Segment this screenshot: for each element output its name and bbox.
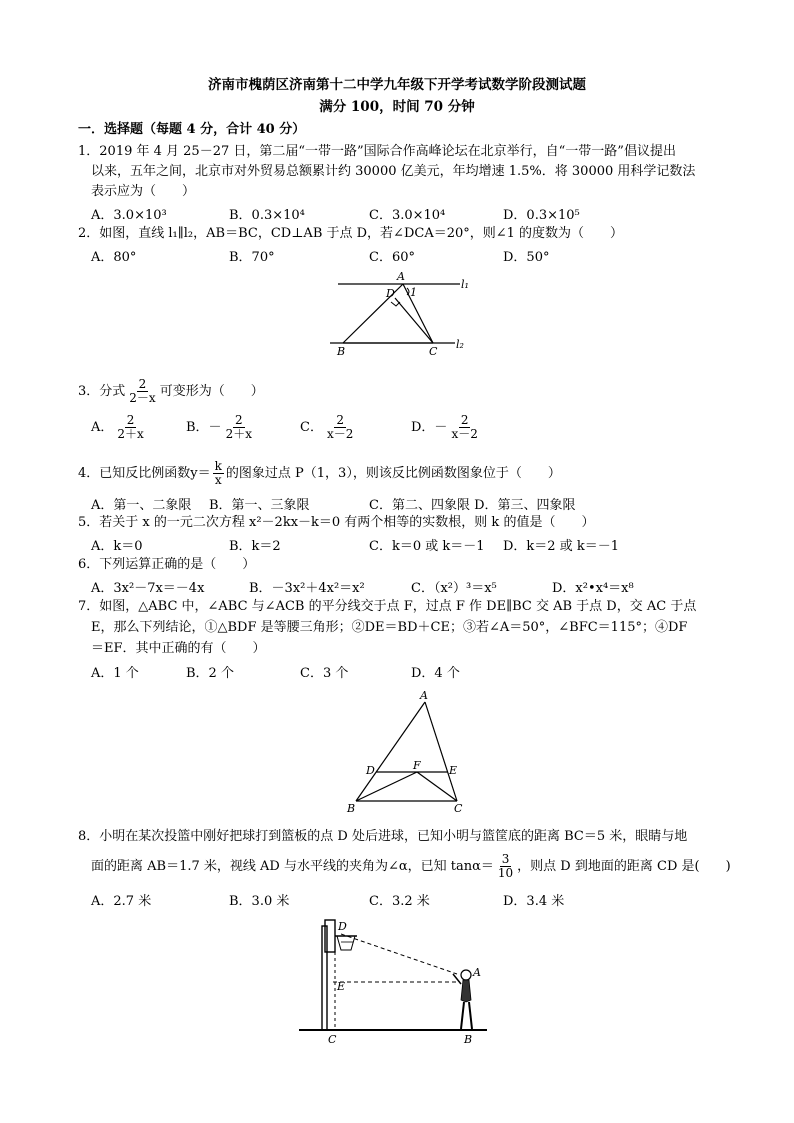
q6-line1: 6．下列运算正确的是（ ）	[78, 557, 256, 572]
q7-line3: ＝EF．其中正确的有（ ）	[91, 641, 266, 656]
q7-option-a: A．1 个	[91, 666, 139, 681]
q2-label-d: D	[386, 287, 395, 300]
page-subtitle: 满分 100，时间 70 分钟	[319, 99, 475, 115]
q6-option-c: C．（x²）³＝x⁵	[411, 581, 497, 596]
q2-figure	[325, 270, 485, 360]
q3-option-c: C． $\frac{2}{x-2}$	[300, 413, 354, 441]
q1-option-d: D．0.3×10⁵	[503, 208, 580, 223]
q2-option-b: B．70°	[229, 250, 275, 265]
q1-line1: 1．2019 年 4 月 25－27 日，第二届“一带一路”国际合作高峰论坛在北京举行，自“一带一路”倡议提出	[78, 144, 676, 159]
q8-label-c: C	[328, 1033, 337, 1046]
q2-label-l1: l₁	[461, 278, 469, 291]
q8-line1: 8．小明在某次投篮中刚好把球打到篮板的点 D 处后进球，已知小明与篮筐底的距离 BC＝5 米，眼睛与地	[78, 829, 688, 844]
q1-line2: 以来，五年之间，北京市对外贸易总额累计约 30000 亿美元，年均增速 1.5%．将 30000 用科学记数法	[91, 164, 696, 179]
q1-line3: 表示应为（ ）	[91, 184, 196, 199]
q8-denominator: 10	[497, 866, 514, 880]
q3-denominator: 2－x	[129, 391, 156, 405]
q3-option-d: D．－ $\frac{2}{x-2}$	[411, 413, 478, 441]
q3-option-b: B．－ $\frac{2}{2+x}$	[186, 413, 252, 441]
q8-numerator: 3	[501, 852, 510, 866]
q5-option-c: C．k＝0 或 k＝－1	[369, 539, 485, 554]
q7-label-c: C	[454, 802, 463, 815]
q7-label-d: D	[366, 764, 375, 777]
section-heading: 一．选择题（每题 4 分，合计 40 分）	[78, 122, 306, 137]
q8-option-b: B．3.0 米	[229, 894, 290, 909]
q8-label-b: B	[464, 1033, 473, 1046]
q2-label-c: C	[429, 345, 438, 358]
q4-numerator: k	[214, 459, 222, 473]
q8-line2	[91, 853, 731, 880]
q4-prefix: 4．已知反比例函数y＝	[78, 466, 211, 481]
q4-fraction	[213, 460, 224, 487]
q3-fraction	[127, 378, 157, 405]
q7-line1: 7．如图，△ABC 中，∠ABC 与∠ACB 的平分线交于点 F，过点 F 作 DE∥BC 交 AB 于点 D，交 AC 于点	[78, 599, 697, 614]
q7-label-a: A	[420, 689, 428, 702]
q4-denominator: x	[214, 473, 222, 487]
q8-label-e: E	[337, 980, 346, 993]
q7-option-b: B．2 个	[186, 666, 234, 681]
q5-option-b: B．k＝2	[229, 539, 281, 554]
q3-line1	[78, 378, 264, 405]
q8-label-d: D	[338, 920, 347, 933]
q3-prefix: 3．分式	[78, 384, 126, 399]
q7-line2: E，那么下列结论，①△BDF 是等腰三角形；②DE＝BD＋CE；③若∠A＝50°，∠BFC＝115°；④DF	[91, 620, 688, 635]
q6-option-d: D．x²•x⁴＝x⁸	[552, 581, 634, 596]
q7-option-c: C．3 个	[300, 666, 349, 681]
q2-line1: 2．如图，直线 l₁∥l₂，AB＝BC，CD⊥AB 于点 D，若∠DCA＝20°，则∠1 的度数为（ ）	[78, 226, 624, 241]
q2-label-l2: l₂	[456, 338, 464, 351]
q8-option-c: C．3.2 米	[369, 894, 430, 909]
q5-option-d: D．k＝2 或 k＝－1	[503, 539, 619, 554]
q2-label-b: B	[337, 345, 346, 358]
q8-suffix: ，则点 D 到地面的距离 CD 是( )	[517, 859, 731, 874]
q3-suffix: 可变形为（ ）	[159, 384, 264, 399]
q7-label-e: E	[449, 764, 458, 777]
q2-option-d: D．50°	[503, 250, 550, 265]
q5-option-a: A．k＝0	[91, 539, 143, 554]
q4-option-a: A．第一、二象限	[91, 498, 192, 513]
q2-option-c: C．60°	[369, 250, 415, 265]
q4-line1	[78, 460, 561, 487]
q2-label-1: 1	[410, 286, 417, 299]
q5-line1: 5．若关于 x 的一元二次方程 x²－2kx－k＝0 有两个相等的实数根，则 k 的值是（ ）	[78, 515, 595, 530]
q3-option-a: A． $\frac{2}{2+x}$	[91, 413, 144, 441]
q8-label-a: A	[473, 966, 481, 979]
q6-option-b: B．－3x²＋4x²＝x²	[249, 581, 365, 596]
q7-figure	[340, 688, 470, 816]
q7-label-f: F	[413, 759, 421, 772]
q2-label-a: A	[397, 270, 405, 283]
q4-suffix: 的图象过点 P（1，3），则该反比例函数图象位于（ ）	[225, 466, 561, 481]
page-title: 济南市槐荫区济南第十二中学九年级下开学考试数学阶段测试题	[208, 77, 586, 93]
q1-option-a: A．3.0×10³	[91, 208, 167, 223]
q8-option-a: A．2.7 米	[91, 894, 152, 909]
q4-option-b: B．第一、三象限	[209, 498, 310, 513]
q7-label-b: B	[347, 802, 356, 815]
q8-prefix: 面的距离 AB＝1.7 米，视线 AD 与水平线的夹角为∠α，已知 tanα＝	[91, 859, 494, 874]
q2-option-a: A．80°	[91, 250, 137, 265]
q4-option-cd: C．第二、四象限 D．第三、四象限	[369, 498, 576, 513]
q1-option-c: C．3.0×10⁴	[369, 208, 446, 223]
q1-option-b: B．0.3×10⁴	[229, 208, 305, 223]
q7-option-d: D．4 个	[411, 666, 460, 681]
q8-figure	[295, 912, 495, 1047]
q3-numerator: 2	[138, 377, 147, 391]
q8-fraction	[496, 853, 515, 880]
q8-option-d: D．3.4 米	[503, 894, 565, 909]
q6-option-a: A．3x²－7x＝－4x	[91, 581, 205, 596]
